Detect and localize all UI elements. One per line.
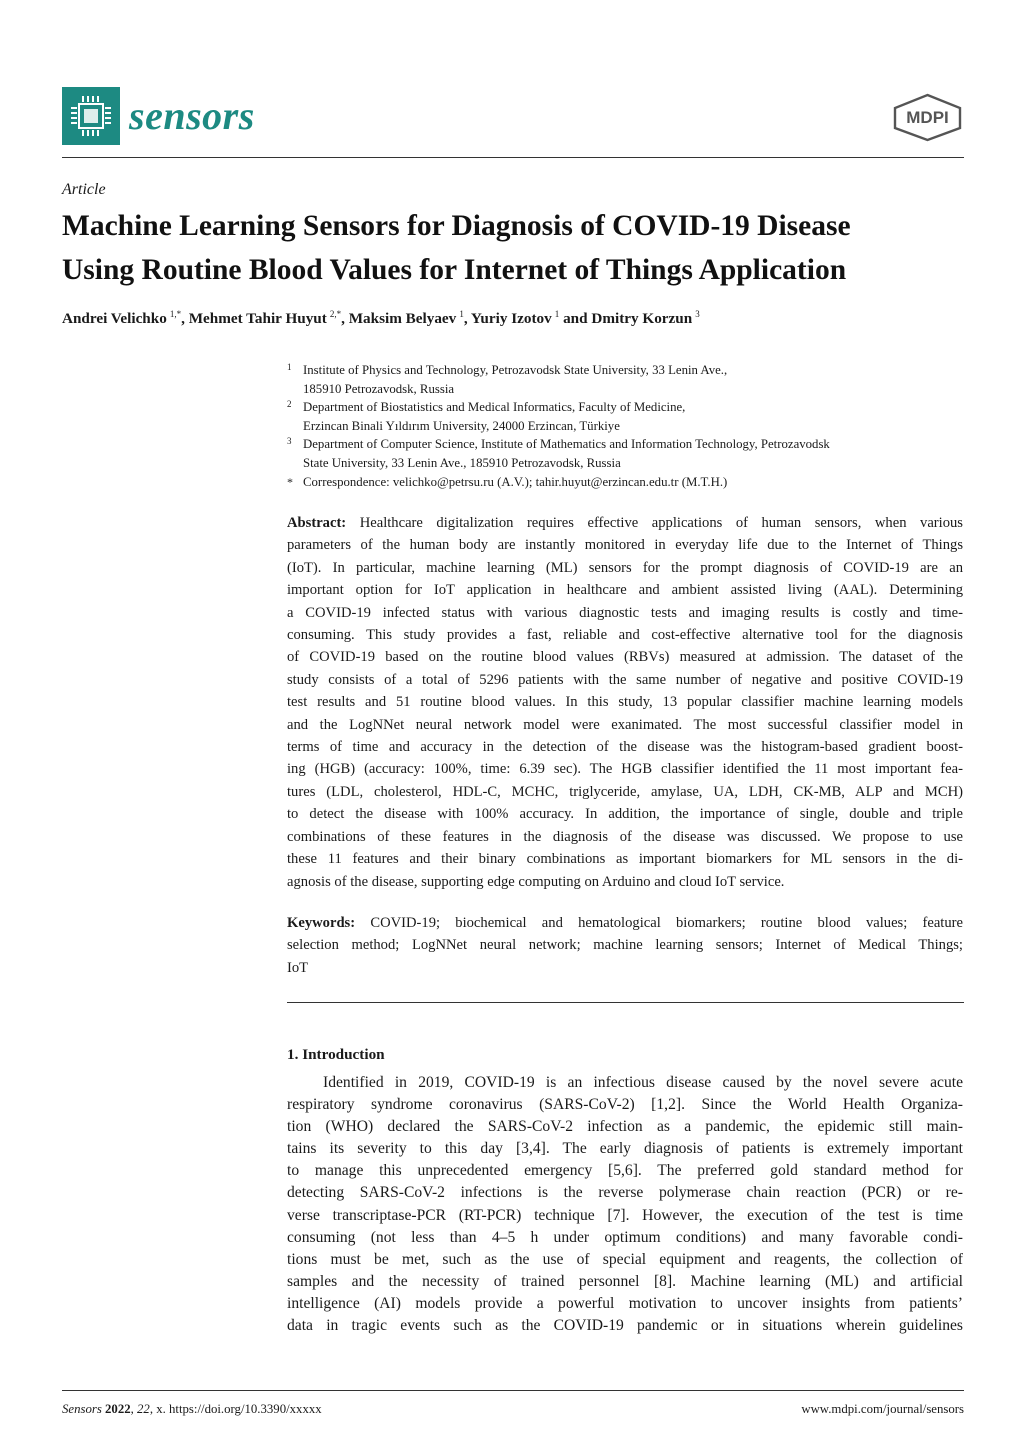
- affiliation-mark: 2: [287, 399, 292, 410]
- paragraph-line: tains its severity to this day [3,4]. The early diagnosis of patients is extremely important: [287, 1140, 963, 1158]
- author-affiliation-mark: 2,*: [329, 308, 342, 319]
- abstract-label: Abstract:: [287, 515, 347, 531]
- paper-title: [62, 204, 982, 292]
- author-list: [62, 310, 700, 328]
- footer-citation: Sensors 2022, 22, x. https://doi.org/10.3390/xxxxx: [62, 1402, 322, 1416]
- mdpi-logo: [891, 92, 964, 142]
- affiliation-list: [287, 361, 967, 491]
- mdpi-logo-text: MDPI: [906, 108, 949, 127]
- paragraph-line: detecting SARS-CoV-2 infections is the reverse polymerase chain reaction (PCR) or re-: [287, 1184, 963, 1202]
- abstract-line: agnosis of the disease, supporting edge computing on Arduino and cloud IoT service.: [287, 873, 785, 890]
- abstract-line: a COVID-19 infected status with various diagnostic tests and imaging results is costly and time-: [287, 604, 963, 621]
- paragraph-line: verse transcriptase-PCR (RT-PCR) technique [7]. However, the execution of the test is time: [287, 1206, 963, 1224]
- author-name: Dmitry Korzun: [591, 310, 693, 327]
- paragraph-line: tions must be met, such as the use of special equipment and reagents, the collection of: [287, 1250, 963, 1268]
- abstract-line: terms of time and accuracy in the detection of the disease was the histogram-based gradient boost-: [287, 739, 963, 756]
- keywords-line: [287, 912, 963, 934]
- abstract-line: ing (HGB) (accuracy: 100%, time: 6.39 sec). The HGB classifier identified the 11 most important fea-: [287, 761, 963, 778]
- footer-journal: Sensors: [62, 1402, 102, 1416]
- abstract-line: test results and 51 routine blood values. In this study, 13 popular classifier machine learning models: [287, 694, 963, 711]
- affiliation-mark: 1: [287, 362, 292, 372]
- author-name: Maksim Belyaev: [348, 310, 457, 327]
- footer-divider: [62, 1390, 964, 1391]
- abstract-line: combinations of these features in the diagnosis of the disease was discussed. We propose to use: [287, 828, 963, 845]
- keywords-line: selection method; LogNNet neural network; machine learning sensors; Internet of Medical Things;: [287, 937, 963, 954]
- author-affiliation-mark: 1: [459, 308, 464, 319]
- paragraph-line: data in tragic events such as the COVID-19 pandemic or in situations wherein guidelines: [287, 1317, 963, 1335]
- author-separator: and: [559, 310, 592, 327]
- abstract-line: to detect the disease with 100% accuracy. In addition, the importance of single, double and triple: [287, 806, 963, 823]
- paragraph-line: consuming (not less than 4–5 h under optimum conditions) and many favorable condi-: [287, 1228, 963, 1246]
- correspondence-line[interactable]: Correspondence: velichko@petrsu.ru (A.V.); tahir.huyut@erzincan.edu.tr (M.T.H.): [303, 474, 728, 489]
- paragraph-line: Identified in 2019, COVID-19 is an infectious disease caused by the novel severe acute: [323, 1074, 963, 1091]
- abstract-line: consuming. This study provides a fast, reliable and cost-effective alternative tool for the diagnosis: [287, 627, 963, 644]
- paragraph-line: to manage this unprecedented emergency [5,6]. The preferred gold standard method for: [287, 1162, 963, 1180]
- footer-year: 2022: [105, 1402, 131, 1416]
- abstract-line: study consists of a total of 5296 patients with the same number of negative and positive COVID-19: [287, 671, 963, 688]
- affiliation-line: Department of Computer Science, Institute of Mathematics and Information Technology, Petrozavodsk: [303, 437, 830, 452]
- abstract-line: parameters of the human body are instantly monitored in everyday life due to the Internet of Things: [287, 537, 963, 554]
- mdpi-hexagon-icon: [891, 92, 964, 142]
- author-name: Yuriy Izotov: [470, 310, 552, 327]
- affiliation-mark: 3: [287, 436, 292, 447]
- affiliation-line: Department of Biostatistics and Medical Informatics, Faculty of Medicine,: [303, 400, 686, 415]
- keywords-line: IoT: [287, 959, 309, 976]
- paragraph-line: respiratory syndrome coronavirus (SARS-CoV-2) [1,2]. Since the World Health Organiza-: [287, 1096, 963, 1114]
- abstract-line: these 11 features and their binary combinations as important biomarkers for ML sensors in the di-: [287, 851, 963, 868]
- paragraph-line: tion (WHO) declared the SARS-CoV-2 infection as a pandemic, the epidemic still main-: [287, 1118, 963, 1136]
- affiliation-item: [287, 361, 967, 398]
- abstract: [287, 512, 963, 893]
- paragraph-line: intelligence (AI) models provide a powerful motivation to uncover insights from patients’: [287, 1294, 963, 1312]
- author-separator: ,: [181, 310, 189, 327]
- correspondence-item: [287, 473, 967, 492]
- abstract-line: and the LogNNet neural network model were exanimated. The most successful classifier model in: [287, 716, 963, 733]
- title-line: Using Routine Blood Values for Internet of Things Application: [62, 254, 847, 286]
- footer-volume: 22: [137, 1402, 150, 1416]
- chip-icon: [62, 87, 120, 145]
- journal-logo-icon: [62, 87, 120, 145]
- footer-doi[interactable]: , x. https://doi.org/10.3390/xxxxx: [149, 1402, 322, 1416]
- author-affiliation-mark: 1,*: [169, 308, 182, 319]
- affiliation-item: [287, 435, 967, 472]
- abstract-text: Healthcare digitalization requires effective applications of human sensors, when various: [346, 515, 963, 531]
- affiliation-line: State University, 33 Lenin Ave., 185910 Petrozavodsk, Russia: [303, 455, 621, 470]
- author-separator: ,: [341, 310, 349, 327]
- author-name: Andrei Velichko: [62, 310, 167, 327]
- section-divider: [287, 1002, 964, 1003]
- introduction-paragraph: [287, 1072, 963, 1337]
- abstract-line: (IoT). In particular, machine learning (ML) sensors for the prompt diagnosis of COVID-19 are an: [287, 559, 963, 576]
- affiliation-line: Institute of Physics and Technology, Petrozavodsk State University, 33 Lenin Ave.,: [303, 363, 728, 377]
- keywords: [287, 912, 963, 979]
- keywords-label: Keywords:: [287, 915, 356, 931]
- abstract-line: [287, 512, 963, 534]
- author-affiliation-mark: 1: [554, 308, 560, 319]
- title-line: Machine Learning Sensors for Diagnosis of COVID-19 Disease: [62, 210, 851, 242]
- footer-website-link[interactable]: www.mdpi.com/journal/sensors: [801, 1402, 964, 1416]
- affiliation-line: 185910 Petrozavodsk, Russia: [303, 381, 455, 396]
- journal-name: sensors: [129, 93, 255, 138]
- abstract-line: important option for IoT application in healthcare and ambient assisted living (AAL). Determining: [287, 582, 963, 599]
- article-type: Article: [62, 181, 106, 198]
- author-separator: ,: [463, 310, 471, 327]
- paragraph-line: samples and the necessity of trained personnel [8]. Machine learning (ML) and artificial: [287, 1272, 963, 1290]
- affiliation-item: [287, 398, 967, 435]
- author-affiliation-mark: 3: [695, 308, 700, 319]
- author-name: Mehmet Tahir Huyut: [188, 310, 327, 327]
- section-heading: 1. Introduction: [287, 1046, 385, 1063]
- header-divider: [62, 157, 964, 158]
- abstract-line: tures (LDL, cholesterol, HDL-C, MCHC, triglyceride, amylase, UA, LDH, CK-MB, ALP and MCH): [287, 783, 963, 800]
- abstract-line: of COVID-19 based on the routine blood values (RBVs) measured at admission. The dataset of the: [287, 649, 963, 666]
- affiliation-line: Erzincan Binali Yıldırım University, 24000 Erzincan, Türkiye: [303, 418, 620, 433]
- keywords-text: COVID-19; biochemical and hematological biomarkers; routine blood values; feature: [355, 915, 963, 931]
- correspondence-mark: *: [287, 474, 293, 489]
